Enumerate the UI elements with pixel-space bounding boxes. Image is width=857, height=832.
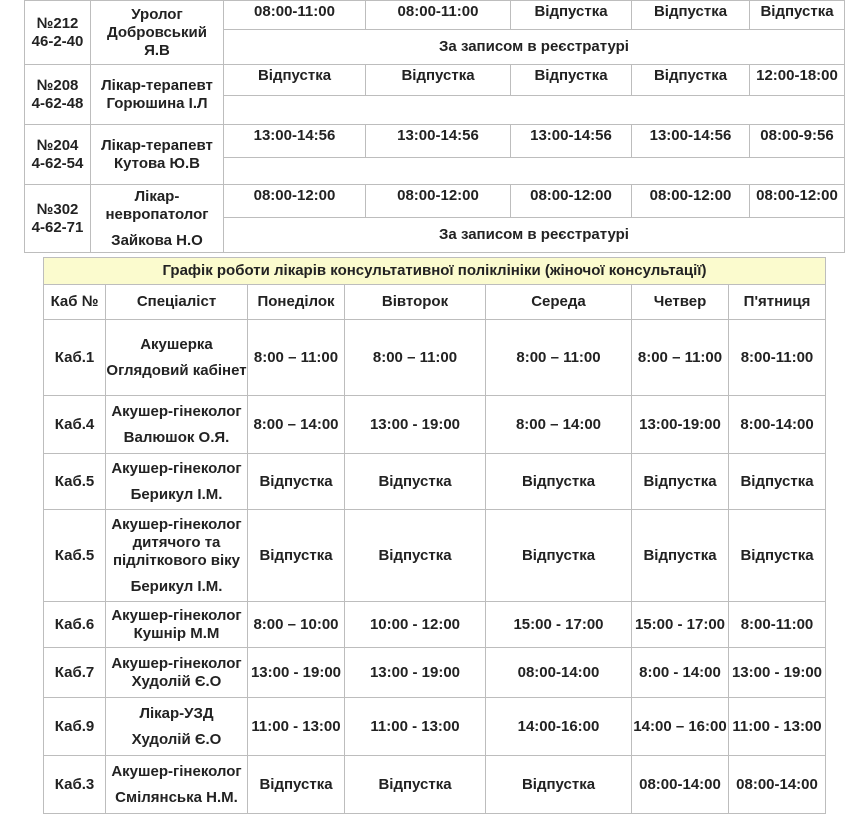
spacer <box>106 781 247 789</box>
spacer <box>91 224 223 232</box>
column-header: Понеділок <box>248 285 345 320</box>
time-cell: 8:00 – 11:00 <box>345 320 486 396</box>
spacer <box>106 478 247 486</box>
column-header: Каб № <box>44 285 106 320</box>
room-number: №302 <box>36 200 79 218</box>
schedule-row <box>25 1 845 30</box>
time-cell: 8:00 – 11:00 <box>486 320 632 396</box>
specialist-line: Лікар- <box>134 187 180 205</box>
time-cell: 12:00-18:00 <box>750 65 845 96</box>
phone-number: 4-62-48 <box>31 94 84 112</box>
specialist-name: Кушнір М.М <box>133 624 220 642</box>
cabinet-cell: Каб.6 <box>44 602 106 648</box>
specialist-title: Акушер-гінеколог <box>111 606 242 624</box>
specialist-title: Акушер-гінеколог <box>111 459 242 477</box>
cabinet-cell: Каб.5 <box>44 454 106 510</box>
specialist-name: Смілянська Н.М. <box>115 788 238 806</box>
spacer <box>106 723 247 731</box>
column-header: Спеціаліст <box>106 285 248 320</box>
cabinet-cell: Каб.9 <box>44 698 106 756</box>
specialist-line: Лікар-терапевт <box>101 76 213 94</box>
note-cell: За записом в реєстратурі <box>224 218 845 253</box>
time-cell: Відпустка <box>248 756 345 814</box>
note-cell: За записом в реєстратурі <box>224 30 845 65</box>
time-cell: 13:00-14:56 <box>632 125 750 158</box>
time-cell: Відпустка <box>248 454 345 510</box>
column-header: П'ятниця <box>729 285 826 320</box>
time-cell: Відпустка <box>511 65 632 96</box>
specialist-line: Уролог <box>131 5 183 23</box>
time-cell: 08:00-14:00 <box>486 648 632 698</box>
time-cell: 08:00-11:00 <box>224 1 366 30</box>
column-header: Вівторок <box>345 285 486 320</box>
time-cell: Відпустка <box>632 1 750 30</box>
time-cell: 8:00 – 14:00 <box>486 396 632 454</box>
time-cell: Відпустка <box>729 510 826 602</box>
table-row <box>44 320 826 396</box>
column-header: Середа <box>486 285 632 320</box>
time-cell: 15:00 - 17:00 <box>632 602 729 648</box>
specialist-cell <box>91 185 224 253</box>
time-cell: 14:00-16:00 <box>486 698 632 756</box>
time-cell: 08:00-11:00 <box>366 1 511 30</box>
specialist-line: невропатолог <box>105 205 209 223</box>
cabinet-cell: Каб.5 <box>44 510 106 602</box>
specialist-name: Берикул І.М. <box>130 577 223 595</box>
schedule-row <box>25 185 845 218</box>
time-cell: 08:00-14:00 <box>729 756 826 814</box>
time-cell: Відпустка <box>345 510 486 602</box>
time-cell: 08:00-14:00 <box>632 756 729 814</box>
time-cell: 08:00-12:00 <box>632 185 750 218</box>
room-number: №208 <box>36 76 79 94</box>
room-cell <box>25 125 91 185</box>
time-cell: 8:00 – 11:00 <box>632 320 729 396</box>
time-cell: 8:00 – 10:00 <box>248 602 345 648</box>
time-cell: 08:00-9:56 <box>750 125 845 158</box>
phone-number: 46-2-40 <box>31 32 84 50</box>
specialist-cell <box>106 602 248 648</box>
time-cell: 8:00-11:00 <box>729 320 826 396</box>
table-row <box>44 698 826 756</box>
specialist-cell <box>106 648 248 698</box>
specialist-cell <box>106 698 248 756</box>
time-cell: 11:00 - 13:00 <box>248 698 345 756</box>
specialist-cell <box>106 510 248 602</box>
specialist-title: Акушер-гінеколог <box>111 402 242 420</box>
time-cell: 08:00-12:00 <box>366 185 511 218</box>
time-cell: Відпустка <box>366 65 511 96</box>
room-number: №212 <box>36 14 79 32</box>
spacer <box>106 570 247 578</box>
specialist-name: Худолій Є.О <box>131 730 222 748</box>
table-row <box>44 454 826 510</box>
table-row <box>44 756 826 814</box>
top-schedule-table <box>24 0 845 253</box>
specialist-cell <box>91 125 224 185</box>
specialist-line: Кутова Ю.В <box>114 154 200 172</box>
specialist-title: Лікар-УЗД <box>139 704 214 722</box>
specialist-title: Акушерка <box>140 335 213 353</box>
room-cell <box>25 1 91 65</box>
table-row <box>44 648 826 698</box>
time-cell: Відпустка <box>486 510 632 602</box>
specialist-cell <box>106 396 248 454</box>
specialist-cell <box>106 454 248 510</box>
time-cell: 13:00-14:56 <box>366 125 511 158</box>
specialist-line: Добровський <box>107 23 207 41</box>
time-cell: 13:00-14:56 <box>224 125 366 158</box>
specialist-line: Я.В <box>144 41 170 59</box>
time-cell: 13:00 - 19:00 <box>729 648 826 698</box>
time-cell: Відпустка <box>729 454 826 510</box>
time-cell: 08:00-12:00 <box>224 185 366 218</box>
time-cell: Відпустка <box>224 65 366 96</box>
cabinet-cell: Каб.3 <box>44 756 106 814</box>
phone-number: 4-62-71 <box>31 218 84 236</box>
phone-number: 4-62-54 <box>31 154 84 172</box>
time-cell: Відпустка <box>345 454 486 510</box>
women-clinic-schedule-table <box>43 257 826 814</box>
specialist-name: Оглядовий кабінет <box>106 361 247 379</box>
room-number: №204 <box>36 136 79 154</box>
time-cell: Відпустка <box>345 756 486 814</box>
spacer <box>106 354 247 362</box>
room-cell <box>25 185 91 253</box>
specialist-title: Акушер-гінеколог дитячого та підліткового віку <box>111 515 242 569</box>
specialist-line: Зайкова Н.О <box>111 231 203 249</box>
time-cell: Відпустка <box>632 454 729 510</box>
time-cell: 08:00-12:00 <box>750 185 845 218</box>
time-cell: Відпустка <box>248 510 345 602</box>
time-cell: 11:00 - 13:00 <box>729 698 826 756</box>
time-cell: Відпустка <box>486 454 632 510</box>
column-header: Четвер <box>632 285 729 320</box>
time-cell: 13:00-14:56 <box>511 125 632 158</box>
specialist-name: Берикул І.М. <box>130 485 223 503</box>
specialist-cell <box>91 65 224 125</box>
time-cell: 08:00-12:00 <box>511 185 632 218</box>
note-cell <box>224 158 845 185</box>
specialist-cell <box>106 320 248 396</box>
schedule-row <box>25 65 845 96</box>
time-cell: Відпустка <box>511 1 632 30</box>
time-cell: 8:00 - 14:00 <box>632 648 729 698</box>
spacer <box>106 421 247 429</box>
time-cell: Відпустка <box>632 65 750 96</box>
specialist-cell <box>91 1 224 65</box>
specialist-title: Акушер-гінеколог <box>111 654 242 672</box>
time-cell: 13:00 - 19:00 <box>345 396 486 454</box>
room-cell <box>25 65 91 125</box>
specialist-line: Горюшина І.Л <box>106 94 208 112</box>
time-cell: 15:00 - 17:00 <box>486 602 632 648</box>
note-cell <box>224 96 845 125</box>
time-cell: 8:00-11:00 <box>729 602 826 648</box>
cabinet-cell: Каб.4 <box>44 396 106 454</box>
time-cell: 8:00-14:00 <box>729 396 826 454</box>
schedule-row <box>25 125 845 158</box>
time-cell: 13:00 - 19:00 <box>345 648 486 698</box>
table-row <box>44 396 826 454</box>
specialist-cell <box>106 756 248 814</box>
cabinet-cell: Каб.7 <box>44 648 106 698</box>
specialist-line: Лікар-терапевт <box>101 136 213 154</box>
specialist-name: Валюшок О.Я. <box>123 428 230 446</box>
time-cell: Відпустка <box>486 756 632 814</box>
cabinet-cell: Каб.1 <box>44 320 106 396</box>
time-cell: 11:00 - 13:00 <box>345 698 486 756</box>
time-cell: Відпустка <box>632 510 729 602</box>
time-cell: 14:00 – 16:00 <box>632 698 729 756</box>
time-cell: 8:00 – 14:00 <box>248 396 345 454</box>
time-cell: 8:00 – 11:00 <box>248 320 345 396</box>
specialist-name: Худолій Є.О <box>131 672 222 690</box>
table-row <box>44 510 826 602</box>
specialist-title: Акушер-гінеколог <box>111 762 242 780</box>
time-cell: 10:00 - 12:00 <box>345 602 486 648</box>
time-cell: 13:00-19:00 <box>632 396 729 454</box>
table-caption: Графік роботи лікарів консультативної поліклініки (жіночої консультації) <box>44 258 826 285</box>
time-cell: 13:00 - 19:00 <box>248 648 345 698</box>
time-cell: Відпустка <box>750 1 845 30</box>
table-row <box>44 602 826 648</box>
